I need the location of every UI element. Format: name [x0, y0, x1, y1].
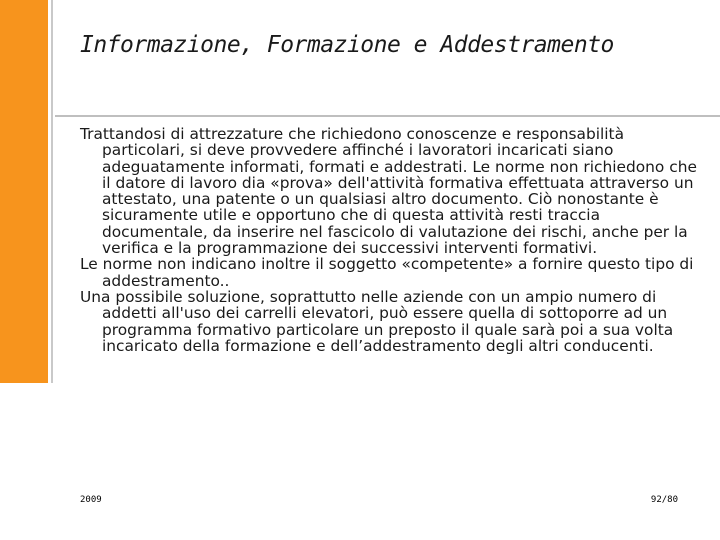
- accent-bar: [0, 0, 48, 383]
- title-rule: [55, 115, 720, 117]
- footer-year: 2009: [80, 495, 102, 505]
- page-number: 92/80: [650, 495, 678, 505]
- slide-body: [80, 126, 700, 354]
- slide-title: Informazione, Formazione e Addestramento: [80, 32, 614, 58]
- paragraph-3: Una possibile soluzione, soprattutto nelle aziende con un ampio numero di addetti all'uso dei carrelli elevatori, può essere quella di sottoporre ad un programma formativo particolare un preposto il quale sarà poi a sua volta incaricato della formazione e dell’addestramento degli altri conducenti.: [80, 287, 674, 355]
- accent-divider: [51, 0, 53, 383]
- paragraph-1: Trattandosi di attrezzature che richiedono conoscenze e responsabilità particolari, si deve provvedere affinché i lavoratori incaricati siano adeguatamente informati, formati e addestrati. Le norme non richiedono che il datore di lavoro dia «prova» dell'attività formativa effettuata attraverso un attestato, una patente o un qualsiasi altro documento. Ciò nonostante è sicuramente utile e opportuno che di questa attività resti traccia documentale, da inserire nel fascicolo di valutazione dei rischi, anche per la verifica e la programmazione dei successivi interventi formativi.: [80, 125, 697, 258]
- paragraph-2: Le norme non indicano inoltre il soggetto «competente» a fornire questo tipo di addestramento..: [80, 255, 694, 290]
